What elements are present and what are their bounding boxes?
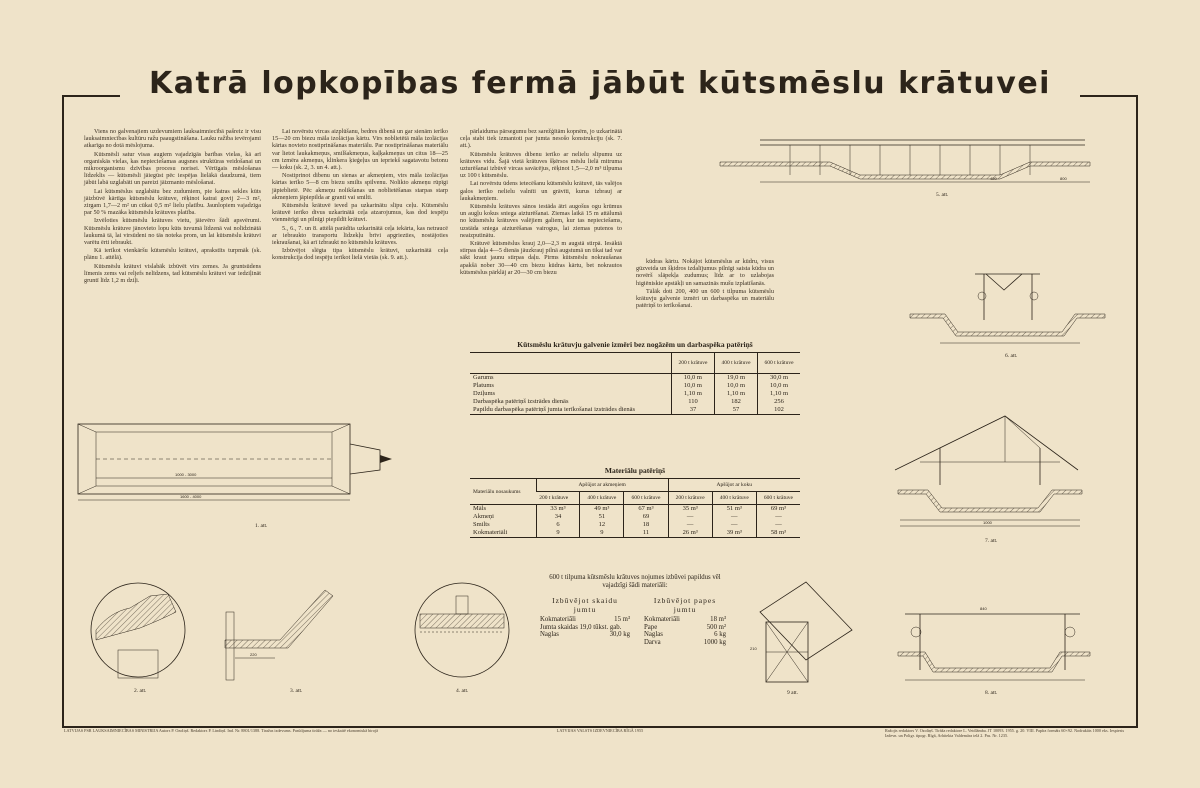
table-header: Materiālu nosaukums [470,479,536,505]
paragraph: Kā ierīkot vienkāršu kūtsmēslu krātuvi, aprakstīts turpmāk (sk. plānu 1. attēlā). [84,247,261,262]
paragraph: Kūtsmēslu krātuvē ieved pa uzkarinātu slīpu ceļu. Kūtsmēslu krātuvē ierīko divus uzkarinātā ceļa atzarojumus, kas dod iespēju vienmērīgi un pilnīgi piepildīt krātuvi. [272,202,448,224]
item-value: 18 m³ [710,616,726,623]
cell: 10,0 m [671,374,714,383]
item-label: Naglas [540,631,559,638]
fig1-dim-a: 1000 - 3000 [175,472,197,477]
fig7-caption: 7. att. [985,538,998,544]
cell: 9 [580,529,624,538]
item-value: 15 m³ [614,616,630,623]
table-header: Apšūjot ar akmeņiem [536,479,668,492]
row-label: Garums [473,374,494,381]
table-header: 200 t krātuve [671,353,714,374]
row-label: Kokmateriāli [473,529,508,536]
table-title: Materiālu patēriņš [604,466,666,475]
fig5-dim-a: 420 [990,176,997,181]
cell: 102 [758,406,800,415]
list-title: Izbūvējot skaidu jumtu [552,596,618,614]
fig3-caption: 3. att. [290,688,303,694]
item-label: Kokmateriāli [644,616,680,623]
row-label: Akmeņi [473,513,494,520]
row-label: Papildu darbaspēka patēriņš jumta ierīkošanai izstrādes dienās [473,406,636,413]
item-label: Pape [644,623,658,631]
paragraph: Nostiprinot dibenu un sienas ar akmeņiem, virs māla izolācijas kārtas ierīko 5—8 cm biezu smilts spilvenu. Nolikto akmeņu rūpīgi jāpieblietē. Pēc akmeņu nolikšanas un noblietēšanas starpas starp akmeņiem jāpiepilda ar granti vai smilti. [272,172,448,201]
cell: — [756,521,800,529]
fig8-frame-section [898,614,1090,680]
fig8-caption: 8. att. [985,690,998,696]
fig1-caption: 1. att. [255,523,268,529]
cell: 33 m³ [536,505,580,514]
fig9-caption: 9 att. [787,690,798,696]
cell: 34 [536,513,580,521]
item-label: Naglas [644,631,663,638]
paragraph: Lai novērstu vircas aizplūšanu, bedres dibenā un gar sienām ierīko 15—20 cm biezu māla izolācijas kārtu. Virs noblietētā māla izolācijas kārtas novieto nostiprināšanas materiālu. Par nostiprināšanas materiālu var lietot laukakmeņus, smilšakmeņus, kaļķakmeņus un citus 18—25 cm izmēra akmeņus, klinkera ķieģeļus un iepriekš sagatavotu betonu — koku (sk. 2, 3. un 4. att.). [272,128,448,172]
cell: — [756,513,800,521]
cell: 69 [624,513,668,521]
table-subheader: 400 t krātuve [580,492,624,505]
table-subheader: 200 t krātuve [668,492,712,505]
fig5-dim-b: 800 [1060,176,1067,181]
paragraph: Lai novērstu ūdens ietecēšanu kūtsmēslu krātuvē, tās valējos galos ierīko nelielu valnīti un grāvīti, kurus izbrauj ar laukakmeņiem. [460,180,622,202]
row-label: Dziļums [473,390,496,397]
row-label: Platums [473,382,494,389]
paragraph: Tālāk doti 200, 400 un 600 t tilpuma kūtsmēslu krātuvju galvenie izmēri un darbaspēka un materiālu patēriņš to ierīkošanai. [636,287,774,310]
cell: 1,10 m [758,390,800,398]
item-label: Darva [644,638,661,646]
fig5-caption: 5. att. [936,192,949,198]
cell: 57 [714,406,757,415]
paragraph: kūdras kārtu. Nokājot kūtsmēslus ar kūdru, visus gūzveida un šķidros izdalījumus pilnīgi saista kūdra un novērš slāpekļa zudumus; līdz ar to uzlabojas higiēniskie apstākļi un samazinās mušu izplatīšanās. [636,258,774,287]
cell: 39 m³ [712,529,756,538]
paragraph: Izbūvējot slēgta tipa kūtsmēslu krātuvi, uzkarinātā ceļa konstrukcija dod iespēju ierīkot lielā vietās (sk. 9. att.). [272,247,448,262]
cell: 110 [671,398,714,406]
table-subheader: 600 t krātuve [756,492,800,505]
cell: 6 [536,521,580,529]
cell: 51 m³ [712,505,756,514]
item-value: 1000 kg [703,638,726,646]
cell: 182 [714,398,757,406]
cell: 10,0 m [671,382,714,390]
paragraph: Viens no galvenajiem uzdevumiem lauksaimniecībā pašreiz ir visu lauksaimniecības kultūru ražu paaugstināšana. Lauku ražība ievērojami atkarīga no dotā mēslojuma. [84,128,261,150]
fig3-dim-a: 220 [250,652,257,657]
paragraph: Krātuvē kūtsmēslus krauj 2,0—2,3 m augstā stirpā. Iesāktā stirpas daļa 4—5 dienās jāuzkrauj pilnā augstumā un tikai tad var sākt kraut jaunu stirpas daļu. Pirms kūtsmēslu nokraušanas apakšā nober 30—40 cm biezu kūdras kārtu, bet nokrautos kūtsmēslus pārklāj ar 20—30 cm biezu [460,240,622,276]
table-header: Apšūjot ar koku [668,479,800,492]
footer-center: LATVIJAS VALSTS IZDEVNIECĪBA RĪGĀ 1955 [556,728,644,733]
cell: 51 [580,513,624,521]
row-label: Māls [473,505,486,512]
cell: 9 [536,529,580,538]
paragraph: Kūtsmēslu krātuves dibenu ierīko ar nelielu slīpumu uz krātuves vidu. Šajā vietā krātuves šķērsos mēslu lielā mitruma uzturēšanai izbūvē vircas savācējus, rēķinot 1,5—2,0 m³ tilpuma uz 100 t kūtsmēslu. [460,150,622,180]
item-value: 500 m² [706,623,726,631]
poster-title: Katrā lopkopības fermā jābūt kūtsmēslu krātuvei [149,66,1051,101]
cell: 12 [580,521,624,529]
table-subheader: 200 t krātuve [536,492,580,505]
cell: 26 m³ [668,529,712,538]
cell: 1,10 m [671,390,714,398]
cell: 1,10 m [714,390,757,398]
fig5-long-section [720,140,1090,182]
fig9-shed-drawing [760,582,852,682]
paragraph: Lai kūtsmēslus uzglabātu bez zudumiem, pie katras sekles kūts jāizbūvē kārtīga kūtsmēslu krātuve, rēķinot katrai govij 2—3 m², zirgam 1,7—2 m² un cūkai 0,5 m² lielu platību. Jaunlopiem vajadzīga par 50 % mazāka kūtsmēslu krātuves platība. [84,187,261,217]
fig2-detail-drawing [91,583,185,678]
cell: — [712,513,756,521]
list-title: Izbūvējot papes jumtu [653,596,717,614]
cell: 58 m³ [756,529,800,538]
cell: 49 m³ [580,505,624,514]
item-value: 30,0 kg [609,631,630,638]
table-header: 600 t krātuve [758,353,800,374]
table-title: Kūtsmēslu krātuvju galvenie izmēri bez nogāzēm un darbaspēka patēriņš [517,340,753,349]
fig8-dim-b: 840 [980,606,987,611]
item-label: Kokmateriāli [540,616,576,623]
item-label: Jumta skaidas 19,0 tūkst. gab. [540,623,622,631]
cell: 37 [671,406,714,415]
cell: 30,0 m [758,374,800,383]
cell: — [668,521,712,529]
fig1-dim-b: 1600 - 4000 [180,494,202,499]
cell: — [712,521,756,529]
footer-right: Ražojis redaktors V. Ozoliņš. Tirāža redaktore L. Veidlāmba. JT 10093. 1955. g. 20. VIII. Papīra formāts 60×92. Nodrukāts 1000 eks. Iespiests Izdevn. un Poligr. tipogr. Rīgā, Arhitekta Valdemāra ielā 2. Pas. Nr. 1235. [885,728,1125,738]
paragraph: Izvēloties kūtsmēslu krātuves vietu, jāievēro šādi apsvērumi. Kūtsmēslu krātuve jānovieto lopu kūts tuvumā līdzenā vai nolīdzinātā laukumā tā, lai virsūdeni no tās noteka prom, un lai kūtsmēslu krātuvi varētu ērti iebraukt. [84,217,261,247]
fig8-dim-a: 1000 [983,520,992,525]
paragraph: Kūtsmēsli satur visas augiem vajadzīgās barības vielas, kā arī organiskās vielas, kas nepieciešamas augsnes struktūras veidošanai un mikroorganismu dzīvības procesu norisei. Vērtīgais mēslošanas līdzeklis — kūtsmēsli jāiegūst pēc iespējas lielākā daudzumā, tiem jābūt labā uzglabāti un pareizi jāizmanto mēslošanai. [84,150,261,187]
fig7-roof-section [895,416,1082,526]
paragraph: 5., 6., 7. un 8. attēlā parādīta uzkarinātā ceļa iekārta, kas netraucē ar iebraukto transportu līdzekļu brīvi apgriezties, nostājoties iekraušanai, kā arī izbraukt no kūtsmēslu krātuves. [272,224,448,247]
fig9-dim-a: 210 [750,646,757,651]
footer-left: LATVIJAS PSR LAUKSAIMNIECĪBAS MINISTRIJA Autors P. Ozoliņš. Redaktors P. Lindiņš. Ind. Nr. 8801/1388. Tiražas izdevums. Pasūtījuma tirāža — no ieskaitē ekonomiskā birojā [64,728,378,733]
materials-intro: 600 t tilpuma kūtsmēslu krātuves nojumes izbūvei papildus vēl vajadzīgi šādi materiāli: [549,574,721,589]
row-label: Darbaspēka patēriņš izstrādes dienās [473,398,569,405]
table-subheader: 400 t krātuve [712,492,756,505]
cell: 10,0 m [714,382,757,390]
cell: 10,0 m [758,382,800,390]
cell: — [668,513,712,521]
fig6-caption: 6. att. [1005,353,1018,359]
fig3-slope-drawing [225,590,333,680]
fig4-detail-drawing [415,583,509,677]
table-header: 400 t krātuve [714,353,757,374]
paragraph: Kūtsmēslu krātuves sānos iestāda ātri augošus ogu krūmus un augļu kokus sniega aizturēšanai. Ziemas laikā 15 m attālumā no kūtsmēslu krātuves valējiem galiem, kur tas nepieciešams, uzstāda sniega aizturēšanas vairogus, lai ziemas putenos to neaizputinātu. [460,203,622,239]
cell: 67 m³ [624,505,668,514]
fig4-caption: 4. att. [456,688,469,694]
item-value: 6 kg [714,631,726,638]
fig2-caption: 2. att. [134,688,147,694]
table-subheader: 600 t krātuve [624,492,668,505]
cell: 19,0 m [714,374,757,383]
cell: 11 [624,529,668,538]
paragraph: pārlaiduma pārsegumu bez sarežģītām kopnēm, jo uzkarinātā ceļa stabi tiek izmantoti par jumta nesošo konstrukciju (sk. 7. att.). [460,128,622,150]
cell: 35 m³ [668,505,712,514]
paragraph: Kūtsmēslu krātuvi vislabāk izbūvēt virs zemes. Ja gruntsūdens līmenis zems vai reljefs nelīdzens, tad kūtsmēslu krātuvi var iedziļināt gruntī līdz 1,2 m dziļi. [84,262,261,285]
fig6-cross-section [910,274,1105,343]
row-label: Smilts [473,521,490,528]
cell: 18 [624,521,668,529]
cell: 69 m³ [756,505,800,514]
fig1-plan-drawing [78,424,392,500]
cell: 256 [758,398,800,406]
